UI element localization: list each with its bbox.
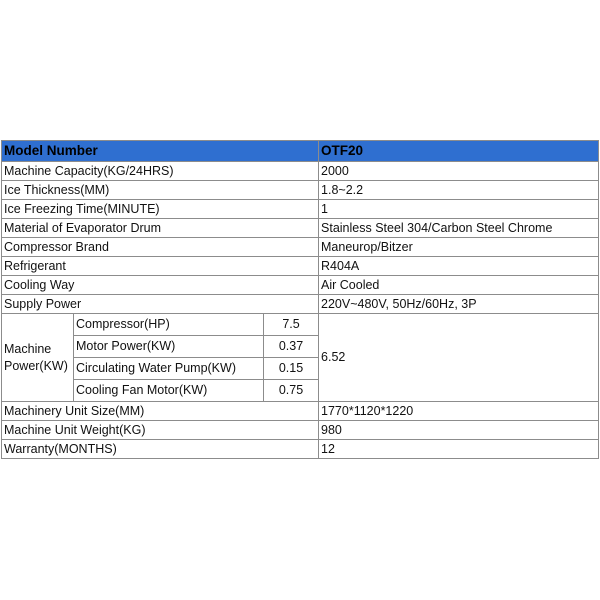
sub-value: 0.15 — [264, 358, 319, 380]
table-row — [2, 440, 599, 459]
row-value: R404A — [319, 257, 599, 276]
row-label: Material of Evaporator Drum — [2, 219, 319, 238]
machine-power-total: 6.52 — [319, 314, 599, 402]
row-value: 220V~480V, 50Hz/60Hz, 3P — [319, 295, 599, 314]
table-row — [2, 238, 599, 257]
row-label: Supply Power — [2, 295, 319, 314]
spec-table — [1, 140, 599, 459]
table-row — [2, 402, 599, 421]
row-label: Cooling Way — [2, 276, 319, 295]
table-row — [2, 421, 599, 440]
row-label: Ice Thickness(MM) — [2, 181, 319, 200]
sub-value: 0.37 — [264, 336, 319, 358]
row-value: 1 — [319, 200, 599, 219]
table-row — [2, 162, 599, 181]
row-label: Machinery Unit Size(MM) — [2, 402, 319, 421]
sub-value: 7.5 — [264, 314, 319, 336]
row-value: Stainless Steel 304/Carbon Steel Chrome — [319, 219, 599, 238]
header-label: Model Number — [2, 141, 319, 162]
row-label: Ice Freezing Time(MINUTE) — [2, 200, 319, 219]
sub-label: Cooling Fan Motor(KW) — [74, 380, 264, 402]
row-value: Air Cooled — [319, 276, 599, 295]
table-row — [2, 276, 599, 295]
row-label: Machine Capacity(KG/24HRS) — [2, 162, 319, 181]
table-row — [2, 257, 599, 276]
sub-value: 0.75 — [264, 380, 319, 402]
row-label: Compressor Brand — [2, 238, 319, 257]
row-value: Maneurop/Bitzer — [319, 238, 599, 257]
row-value: 1770*1120*1220 — [319, 402, 599, 421]
row-value: 1.8~2.2 — [319, 181, 599, 200]
row-label: Warranty(MONTHS) — [2, 440, 319, 459]
header-value: OTF20 — [319, 141, 599, 162]
row-value: 980 — [319, 421, 599, 440]
row-value: 12 — [319, 440, 599, 459]
table-row — [2, 295, 599, 314]
table-row — [2, 219, 599, 238]
sub-label: Compressor(HP) — [74, 314, 264, 336]
machine-power-row — [2, 314, 599, 336]
sub-label: Motor Power(KW) — [74, 336, 264, 358]
header-row — [2, 141, 599, 162]
sub-label: Circulating Water Pump(KW) — [74, 358, 264, 380]
table-row — [2, 200, 599, 219]
row-label: Machine Unit Weight(KG) — [2, 421, 319, 440]
table-row — [2, 181, 599, 200]
row-label: Refrigerant — [2, 257, 319, 276]
row-value: 2000 — [319, 162, 599, 181]
machine-power-label: Machine Power(KW) — [2, 314, 74, 402]
